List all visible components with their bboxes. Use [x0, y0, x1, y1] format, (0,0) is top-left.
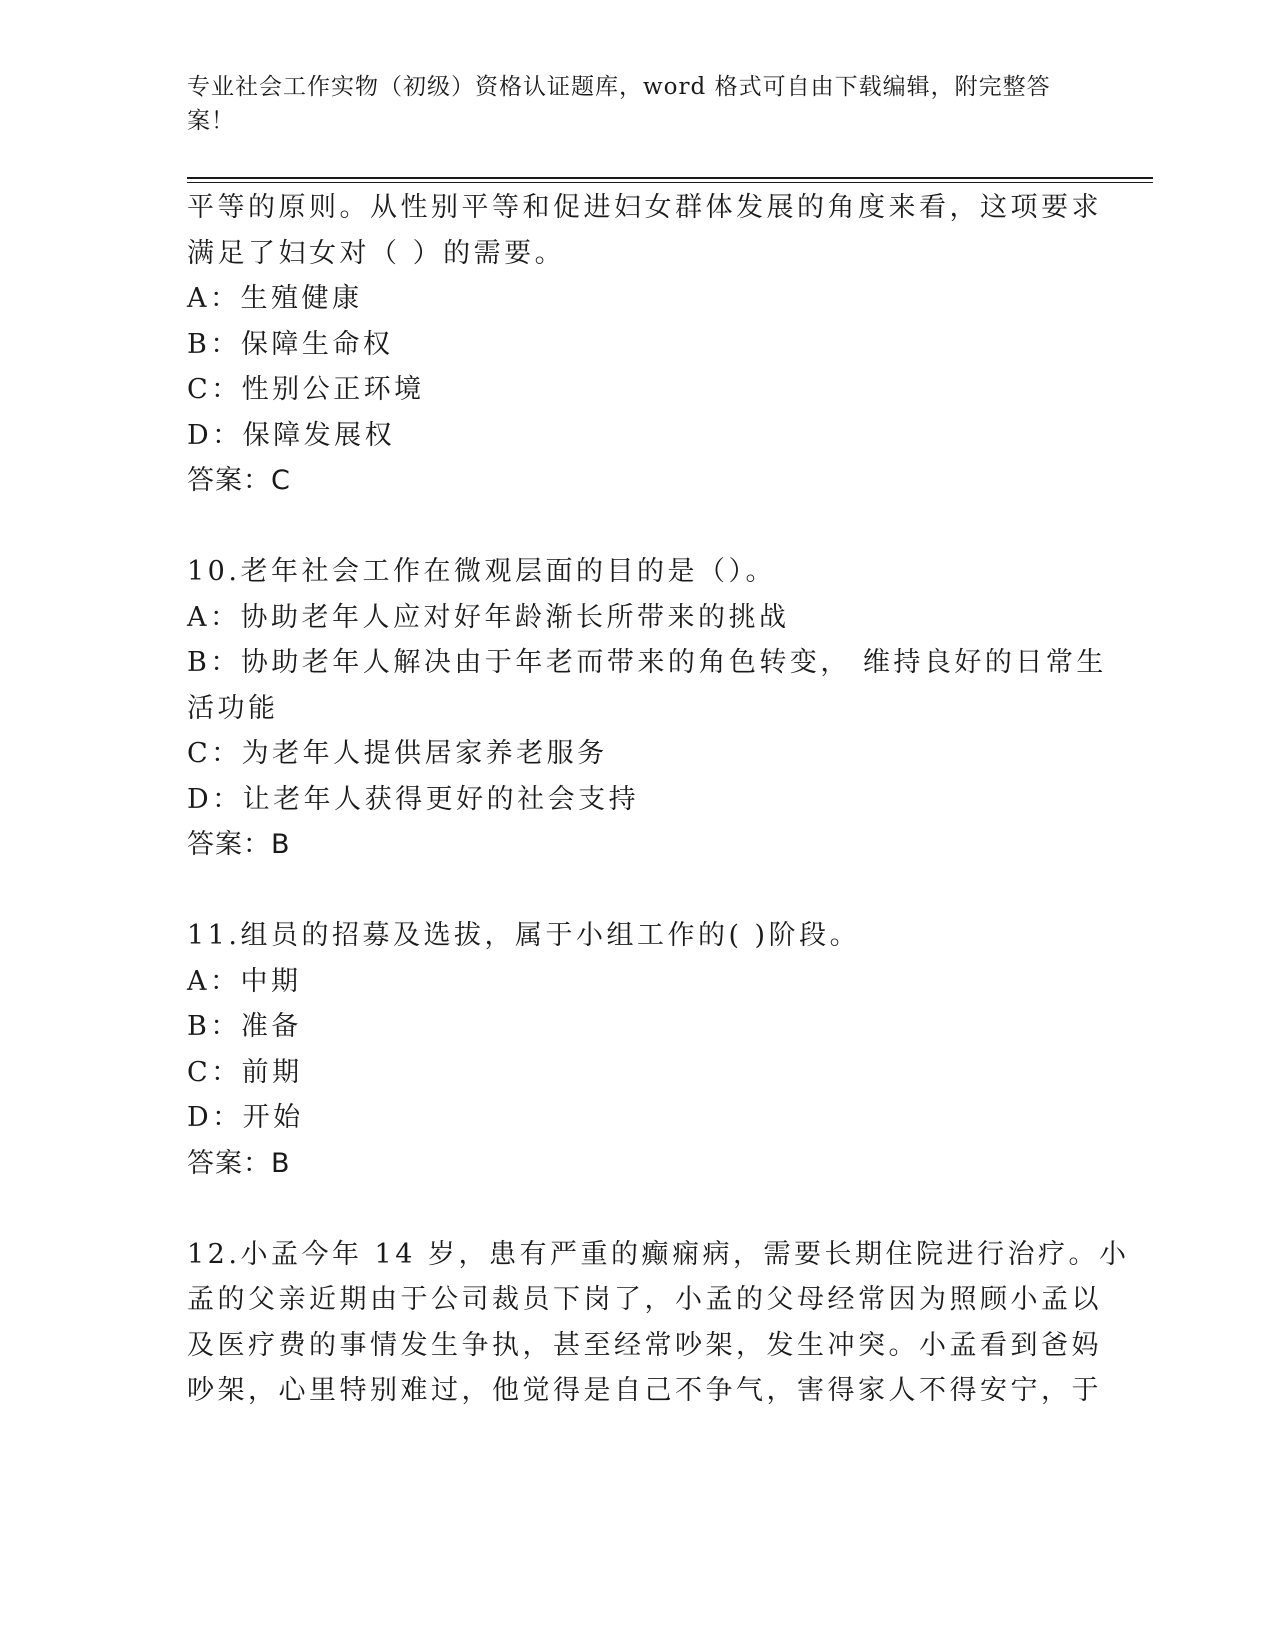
option-a: A：中期 [187, 965, 302, 997]
question-10 [187, 549, 1107, 868]
answer-line: 答案：B [187, 829, 291, 860]
question-12 [187, 1232, 1130, 1414]
question-stem-line: 及医疗费的事情发生争执，甚至经常吵架，发生冲突。小孟看到爸妈 [187, 1329, 1102, 1361]
option-d: D：开始 [187, 1102, 304, 1133]
question-stem-line: 孟的父亲近期由于公司裁员下岗了，小孟的父母经常因为照顾小孟以 [187, 1284, 1102, 1315]
option-d: D：保障发展权 [187, 419, 396, 451]
question-9 [187, 185, 1102, 504]
spacer [187, 868, 1067, 914]
option-b: B：保障生命权 [187, 328, 394, 360]
option-b: B：协助老年人解决由于年老而带来的角色转变， 维持良好的日常生 [187, 647, 1107, 678]
header-rule-thick [187, 177, 1153, 179]
option-c: C：为老年人提供居家养老服务 [187, 738, 608, 769]
header-line-1: 专业社会工作实物（初级）资格认证题库，word 格式可自由下载编辑，附完整答 [187, 74, 1051, 100]
question-11 [187, 913, 1067, 1186]
option-a: A：协助老年人应对好年龄渐长所带来的挑战 [187, 601, 790, 633]
option-a: A：生殖健康 [187, 283, 363, 314]
spacer [187, 504, 1067, 550]
header-rule-thin [187, 182, 1153, 183]
question-stem-line: 平等的原则。从性别平等和促进妇女群体发展的角度来看，这项要求 [187, 192, 1102, 223]
question-stem-line: 12.小孟今年 14 岁，患有严重的癫痫病，需要长期住院进行治疗。小 [187, 1238, 1130, 1270]
option-c: C：前期 [187, 1056, 303, 1088]
question-stem-line: 满足了妇女对（ ）的需要。 [187, 237, 566, 269]
header-line-2: 案！ [187, 108, 235, 134]
answer-line: 答案：B [187, 1147, 291, 1179]
spacer [187, 1186, 1067, 1232]
answer-line: 答案：C [187, 465, 291, 496]
document-header [187, 70, 1067, 138]
question-stem-line: 11.组员的招募及选拔，属于小组工作的( )阶段。 [187, 920, 861, 951]
option-c: C：性别公正环境 [187, 374, 425, 405]
option-b-continued: 活功能 [187, 692, 279, 724]
document-body [187, 185, 1130, 1414]
option-b: B：准备 [187, 1011, 302, 1042]
question-stem-line: 10.老年社会工作在微观层面的目的是（）。 [187, 556, 776, 587]
question-stem-line: 吵架，心里特别难过，他觉得是自己不争气，害得家人不得安宁，于 [187, 1375, 1102, 1406]
option-d: D：让老年人获得更好的社会支持 [187, 783, 640, 815]
